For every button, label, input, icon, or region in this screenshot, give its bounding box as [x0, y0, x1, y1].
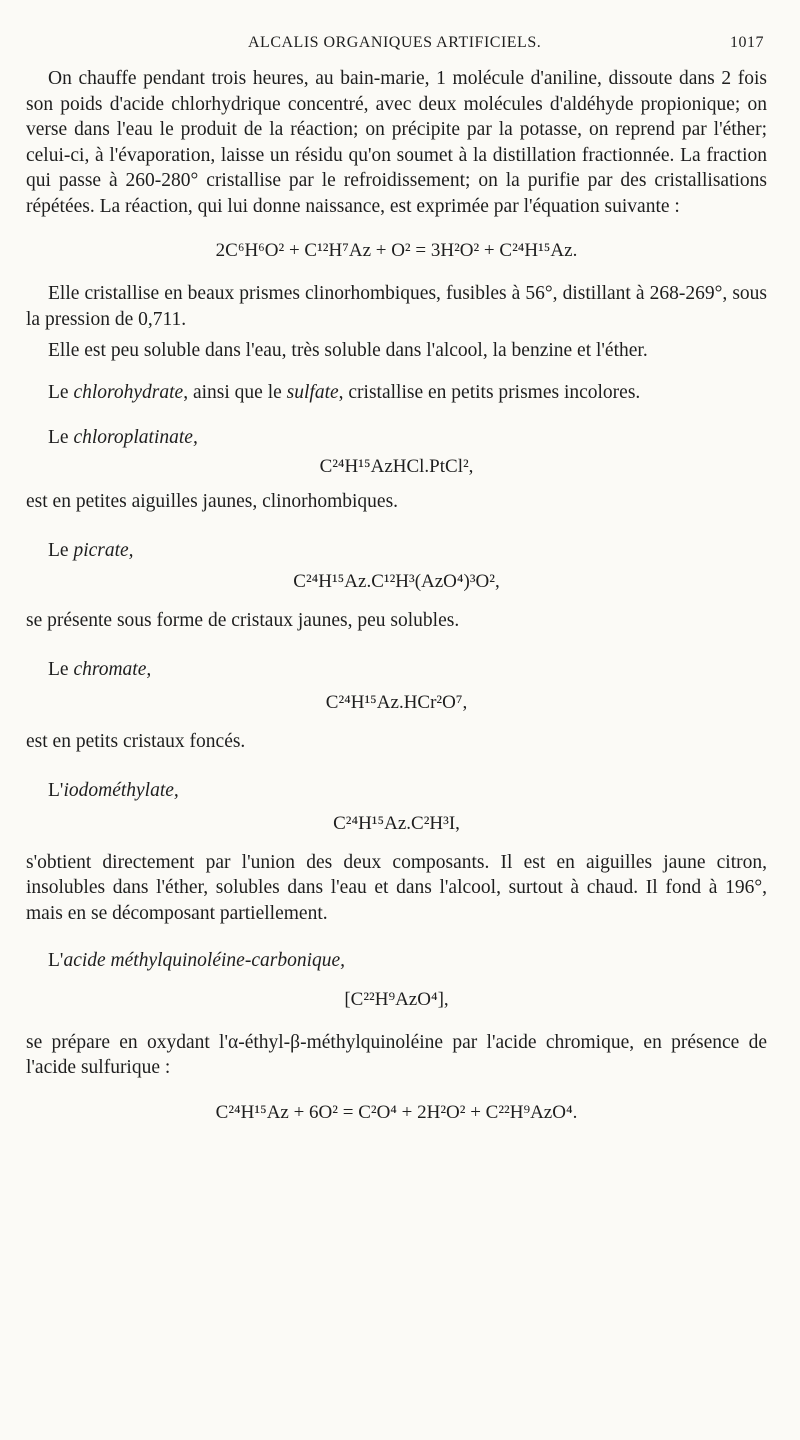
lead-text: L' [48, 950, 64, 971]
term-iodomethylate: iodométhylate, [63, 780, 179, 801]
lead-text: Le [48, 381, 74, 403]
lead-text: Le [48, 659, 74, 680]
heading-carboxylic-acid [26, 948, 767, 974]
heading-iodomethylate [26, 778, 767, 804]
formula-iodomethylate: C²⁴H¹⁵Az.C²H³I, [333, 812, 460, 834]
term-chloroplatinate: chloroplatinate, [73, 427, 198, 448]
paragraph-chlorohydrate [26, 380, 767, 406]
text-chloroplatinate: est en petites aiguilles jaunes, clinorhombiques. [26, 490, 399, 512]
heading-chromate [26, 657, 767, 683]
tail-text: , cristallise en petits prismes incolores. [338, 381, 641, 403]
text-iodomethylate: s'obtient directement par l'union des deux composants. Il est en aiguilles jaune citron, insolubles dans l'éther, solubles dans l'eau et dans l'alcool, surtout à chaud. Il fond à 196°, mais en se décomposant partiellement. [26, 851, 767, 924]
text-chromate: est en petits cristaux foncés. [26, 730, 246, 752]
term-picrate: picrate, [73, 540, 134, 561]
heading-chloroplatinate [26, 425, 767, 451]
term-chlorohydrate: chlorohydrate [73, 381, 184, 403]
page-number: 1017 [730, 34, 764, 51]
mid-text: , ainsi que le [183, 381, 287, 403]
term-chromate: chromate, [73, 659, 152, 680]
equation-formation: 2C⁶H⁶O² + C¹²H⁷Az + O² = 3H²O² + C²⁴H¹⁵Az. [215, 240, 578, 261]
paragraph-preparation: On chauffe pendant trois heures, au bain-marie, 1 molécule d'aniline, dissoute dans 2 fois son poids d'acide chlorhydrique concentré, avec deux molécules d'aldéhyde propionique; on verse dans l'eau le produit de la réaction; on précipite par la potasse, on reprend par l'éther; celui-ci, à l'évaporation, laisse un résidu qu'on soumet à la distillation fractionnée. La fraction qui passe à 260-280° cristallise par le refroidissement; on la purifie par des cristallisations répétées. La réaction, qui lui donne naissance, est exprimée par l'équation suivante : [26, 68, 767, 217]
running-header [0, 34, 800, 56]
lead-text: Le [48, 540, 74, 561]
formula-carboxylic-acid: [C²²H⁹AzO⁴], [344, 988, 449, 1010]
term-carboxylic-acid: acide méthylquinoléine-carbonique, [63, 950, 346, 971]
formula-chromate: C²⁴H¹⁵Az.HCr²O⁷, [325, 691, 468, 713]
heading-picrate [26, 538, 767, 564]
paragraph-properties: Elle cristallise en beaux prismes clinorhombiques, fusibles à 56°, distillant à 268-269°, sous la pression de 0,711. [26, 283, 767, 330]
text-carboxylic-acid: se prépare en oxydant l'α-éthyl-β-méthylquinoléine par l'acide chromique, en présence de l'acide sulfurique : [26, 1031, 767, 1078]
lead-text: Le [48, 427, 74, 448]
term-sulfate: sulfate [286, 381, 339, 403]
formula-chloroplatinate: C²⁴H¹⁵AzHCl.PtCl², [319, 455, 474, 477]
formula-picrate: C²⁴H¹⁵Az.C¹²H³(AzO⁴)³O², [293, 570, 500, 592]
text-picrate: se présente sous forme de cristaux jaunes, peu solubles. [26, 609, 460, 631]
lead-text: L' [48, 780, 64, 801]
equation-oxidation: C²⁴H¹⁵Az + 6O² = C²O⁴ + 2H²O² + C²²H⁹AzO⁴. [215, 1101, 578, 1123]
paragraph-solubility: Elle est peu soluble dans l'eau, très soluble dans l'alcool, la benzine et l'éther. [48, 340, 648, 361]
running-title: ALCALIS ORGANIQUES ARTIFICIELS. [248, 34, 542, 51]
page-body [26, 66, 767, 1125]
